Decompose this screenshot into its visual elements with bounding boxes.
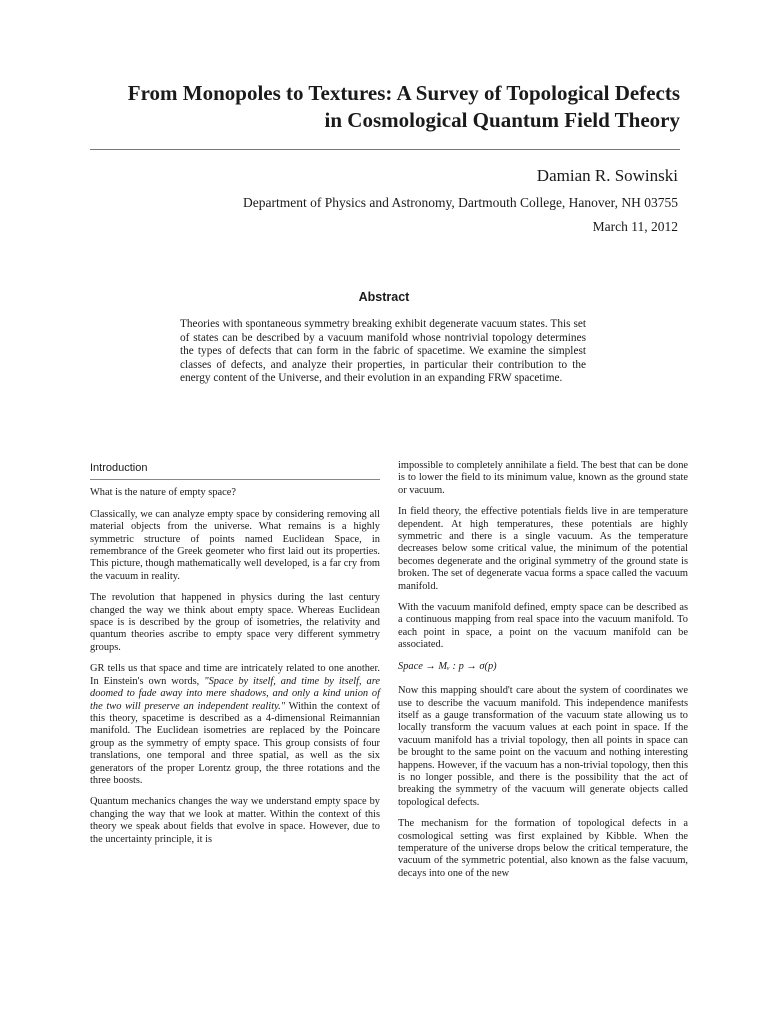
paragraph: Classically, we can analyze empty space by considering removing all material objects from the universe. What remains is a highly symmetric structure of points named Euclidean Space, in remembrance of the Greek geometer who first laid out its properties. This picture, though mathematically well developed, is a far cry from the vacuum in reality.: [90, 508, 380, 582]
paragraph-text: Within the context of this theory, spacetime is described as a 4-dimensional Reimannian manifold. The Euclidean isometries are replaced by the Poincare group as the symmetry of empty space. This group consists of four translations, one temporal and three spatial, as well as the six generators of the proper Lorentz group, the three rotations and the three boosts.: [90, 700, 380, 786]
author-affiliation: Department of Physics and Astronomy, Dartmouth College, Hanover, NH 03755: [242, 195, 678, 210]
paragraph: The revolution that happened in physics during the last century changed the way we think about empty space. Whereas Euclidean space is is described by the group of isometries, the relativity and quantum theories ascribe to empty space very different symmetry groups.: [90, 592, 380, 653]
publication-date: March 11, 2012: [592, 219, 678, 234]
section-divider: [90, 479, 380, 480]
right-column: [398, 460, 688, 889]
paragraph: Quantum mechanics changes the way we understand empty space by changing the way that we look at matter. Within the context of this theory we speak about fields that evolve in space. However, due to the uncertainty principle, it is: [90, 796, 380, 845]
abstract-heading: Abstract: [358, 290, 410, 304]
abstract-text: Theories with spontaneous symmetry breaking exhibit degenerate vacuum states. This set of states can be described by a vacuum manifold whose nontrivial topology determines the types of defects that can form in the fabric of spacetime. We examine the simplest classes of defects, and analyze their properties, in particular their contribution to the energy content of the Universe, and their evolution in an expanding FRW spacetime.: [180, 318, 586, 384]
title-line-1: From Monopoles to Textures: A Survey of Topological Defects: [127, 81, 680, 105]
paragraph: [90, 663, 380, 787]
author-name: Damian R. Sowinski: [536, 166, 678, 185]
paragraph: With the vacuum manifold defined, empty space can be described as a continuous mapping from real space into the vacuum manifold. To each point in space, a point on the vacuum manifold can be associated.: [398, 602, 688, 651]
mapping-equation: Space → Mᵥ : p → σ(p): [398, 660, 497, 672]
paragraph: The mechanism for the formation of topological defects in a cosmological setting was first explained by Kibble. When the temperature of the universe drops below the critical temperature, the vacuum of the symmetric potential, also known as the false vacuum, decays into one of the new: [398, 818, 688, 879]
paragraph-text: GR tells us that space and time are intricately related to one another. In Einstein's own words,: [90, 663, 380, 687]
paragraph: impossible to completely annihilate a field. The best that can be done is to lower the field to its minimum value, known as the ground state or vacuum.: [398, 460, 688, 496]
einstein-quote: "Space by itself, and time by itself, are doomed to fade away into mere shadows, and only a kind union of the two will preserve an independent reality.": [90, 675, 381, 712]
title-divider: [90, 149, 680, 150]
paper-title: [90, 80, 680, 134]
paragraph: Now this mapping should't care about the system of coordinates we use to describe the vacuum manifold. This independence manifests itself as a gauge transformation of the vacuum state allowing us to locally transform the vacuum values at each point in space. If the vacuum manifold has a trivial topology, then all points in space can be brought to the same point on the vacuum and nothing interesting happens. However, if the vacuum has a non-trivial topology, then this is no longer possible, and there is the possibility that the act of breaking the symmetry of the vacuum will generate objects called topological defects.: [398, 685, 688, 808]
paragraph: In field theory, the effective potentials fields live in are temperature dependent. At high temperatures, these potentials are highly symmetric and there is a single vacuum. As the temperature decreases below some critical value, the minimum of the potential becomes degenerate and the original symmetry of the ground state is broken. The set of degenerate vacua forms a space called the vacuum manifold.: [398, 506, 688, 592]
intro-question: What is the nature of empty space?: [90, 487, 236, 499]
left-column: [90, 460, 380, 855]
section-heading-introduction: Introduction: [90, 462, 148, 474]
title-line-2: in Cosmological Quantum Field Theory: [324, 108, 680, 132]
